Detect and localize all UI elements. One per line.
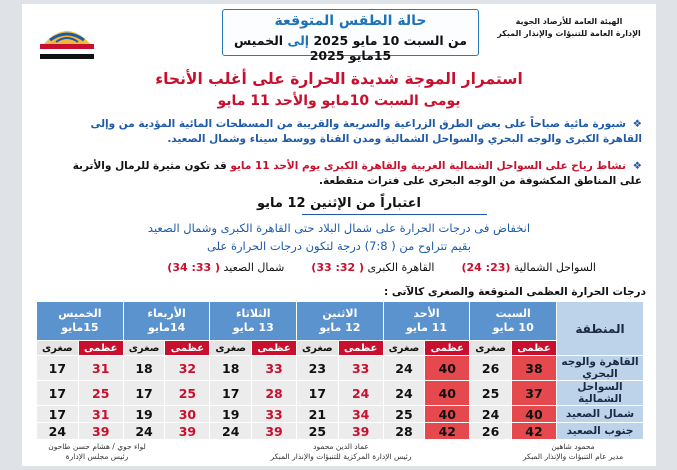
min-temp: 23 — [297, 356, 339, 381]
page-title: حالة الطقس المتوقعة — [274, 13, 427, 29]
min-temp: 25 — [297, 423, 339, 440]
min-header: صغرى — [123, 341, 165, 356]
table-caption: درجات الحرارة العظمى المتوقعة والصغرى كالآتى : — [383, 286, 646, 298]
wind-areas-text: على المناطق المكشوفة من الوجه البحرى على فترات متقطعة. — [318, 175, 642, 187]
max-header: عظمى — [165, 341, 210, 356]
max-temp: 33 — [251, 356, 296, 381]
max-header: عظمى — [425, 341, 470, 356]
cooling-note: انخفاض فى درجات الحرارة على شمال البلاد حتى القاهرة الكبرى وشمال الصعيد — [147, 221, 531, 235]
day-header-tue: الثلاثاء 13 مايو — [210, 302, 297, 341]
max-temp: 31 — [78, 406, 123, 423]
region-name: السواحل الشمالية — [557, 381, 644, 406]
max-temp: 39 — [338, 423, 383, 440]
outlook-heading: اعتباراً من الإثنين 12 مايو — [256, 196, 422, 211]
outlook-regions — [42, 261, 596, 274]
max-temp: 39 — [78, 423, 123, 440]
max-temp: 32 — [165, 356, 210, 381]
min-temp: 26 — [470, 356, 512, 381]
min-temp: 17 — [210, 381, 252, 406]
title-box — [222, 9, 479, 63]
max-header: عظمى — [511, 341, 556, 356]
forecast-period — [223, 33, 478, 63]
min-header: صغرى — [383, 341, 425, 356]
day-header-sun: الأحد 11 مايو — [383, 302, 470, 341]
min-temp: 24 — [210, 423, 252, 440]
region-name: جنوب الصعيد — [557, 423, 644, 440]
period-connector: إلى — [287, 33, 310, 48]
min-temp: 24 — [470, 406, 512, 423]
max-temp: 40 — [511, 406, 556, 423]
region-outlook-north-coast: السواحل الشمالية (23: 24) — [461, 261, 596, 274]
day-header-mon: الاثنين 12 مايو — [297, 302, 384, 341]
min-temp: 17 — [37, 381, 79, 406]
max-temp: 38 — [511, 356, 556, 381]
min-header: صغرى — [210, 341, 252, 356]
heatwave-headline: استمرار الموجة شديدة الحرارة على أغلب الأنحاء — [155, 70, 523, 88]
max-temp: 33 — [251, 406, 296, 423]
min-temp: 19 — [210, 406, 252, 423]
min-temp: 18 — [123, 356, 165, 381]
max-temp: 33 — [338, 356, 383, 381]
day-header-wed: الأربعاء 14مايو — [123, 302, 210, 341]
max-header: عظمى — [338, 341, 383, 356]
min-temp: 24 — [123, 423, 165, 440]
min-temp: 17 — [37, 406, 79, 423]
max-header: عظمى — [78, 341, 123, 356]
min-temp: 28 — [383, 423, 425, 440]
signature-forecast-director: محمود شاهين مدير عام التنبؤات والإنذار المبكر — [522, 442, 624, 461]
max-temp: 31 — [78, 356, 123, 381]
fog-text: شبورة مائية صباحاً على بعض الطرق الزراعية والسريعة والقريبة من المسطحات المائية المؤدية من وإلى القاهرة الكبرى والوجه البحري والسواحل الشمالية ومدن القناة ووسط سيناء وشمال الصعيد. — [90, 118, 642, 145]
max-temp: 25 — [165, 381, 210, 406]
max-temp: 40 — [425, 381, 470, 406]
max-temp: 24 — [338, 381, 383, 406]
table-row — [37, 406, 644, 423]
period-start: من السبت 10 مايو 2025 — [313, 33, 468, 48]
max-temp: 39 — [251, 423, 296, 440]
table-row — [37, 356, 644, 381]
heatwave-days: يومى السبت 10مايو والأحد 11 مايو — [217, 93, 461, 109]
wind-text: نشاط رياح على السواحل الشمالية الغربية والقاهرة الكبرى يوم الأحد 11 مايو — [230, 160, 626, 172]
min-temp: 19 — [123, 406, 165, 423]
cooling-range-note: بقيم تتراوح من ( 7:8) درجة لتكون درجات الحرارة على — [207, 239, 471, 253]
max-temp: 28 — [251, 381, 296, 406]
diamond-bullet-icon: ❖ — [632, 160, 642, 172]
period-end: الخميس 15مايو 2025 — [233, 33, 392, 63]
region-column-header: المنطقة — [557, 302, 644, 356]
min-temp: 18 — [210, 356, 252, 381]
min-temp: 24 — [383, 381, 425, 406]
day-header-thu: الخميس 15مايو — [37, 302, 124, 341]
table-row — [37, 381, 644, 406]
min-temp: 26 — [470, 423, 512, 440]
min-temp: 17 — [297, 381, 339, 406]
min-temp: 24 — [37, 423, 79, 440]
meteorological-authority-logo — [36, 14, 98, 66]
issuing-authority — [494, 16, 644, 40]
table-row — [37, 423, 644, 440]
max-temp: 37 — [511, 381, 556, 406]
max-temp: 40 — [425, 356, 470, 381]
max-temp: 42 — [425, 423, 470, 440]
min-temp: 17 — [37, 356, 79, 381]
region-name: شمال الصعيد — [557, 406, 644, 423]
min-header: صغرى — [470, 341, 512, 356]
region-outlook-greater-cairo: القاهرة الكبرى ( 32: 33) — [311, 261, 435, 274]
forecast-bulletin — [22, 4, 656, 466]
min-temp: 24 — [383, 356, 425, 381]
diamond-bullet-icon: ❖ — [632, 118, 642, 130]
min-temp: 21 — [297, 406, 339, 423]
max-temp: 30 — [165, 406, 210, 423]
max-temp: 42 — [511, 423, 556, 440]
wind-bullet — [52, 159, 642, 189]
max-temp: 40 — [425, 406, 470, 423]
day-header-sat: السبت 10 مايو — [470, 302, 557, 341]
min-temp: 17 — [123, 381, 165, 406]
region-name: القاهرة والوجه البحري — [557, 356, 644, 381]
max-temp: 25 — [78, 381, 123, 406]
max-temp: 34 — [338, 406, 383, 423]
fog-bullet — [52, 117, 642, 147]
min-header: صغرى — [297, 341, 339, 356]
max-header: عظمى — [251, 341, 296, 356]
heading-underline — [302, 214, 487, 215]
signature-central-director: عماد الدين محمود رئيس الإدارة المركزية للتنبؤات والإنذار المبكر — [270, 442, 412, 461]
region-outlook-north-upper-egypt: شمال الصعيد ( 33: 34) — [167, 261, 285, 274]
temperature-table — [36, 301, 644, 440]
min-temp: 25 — [383, 406, 425, 423]
min-header: صغرى — [37, 341, 79, 356]
authority-department: الإدارة العامة للتنبؤات والإنذار المبكر — [497, 29, 641, 38]
max-temp: 39 — [165, 423, 210, 440]
min-temp: 25 — [470, 381, 512, 406]
signature-board-chairman: لواء جوي / هشام حسن طاحون رئيس مجلس الإدارة — [48, 442, 146, 461]
wind-dust-text: قد تكون مثيرة للرمال والأتربة — [72, 160, 227, 172]
authority-name: الهيئة العامة للأرصاد الجوية — [515, 17, 623, 26]
